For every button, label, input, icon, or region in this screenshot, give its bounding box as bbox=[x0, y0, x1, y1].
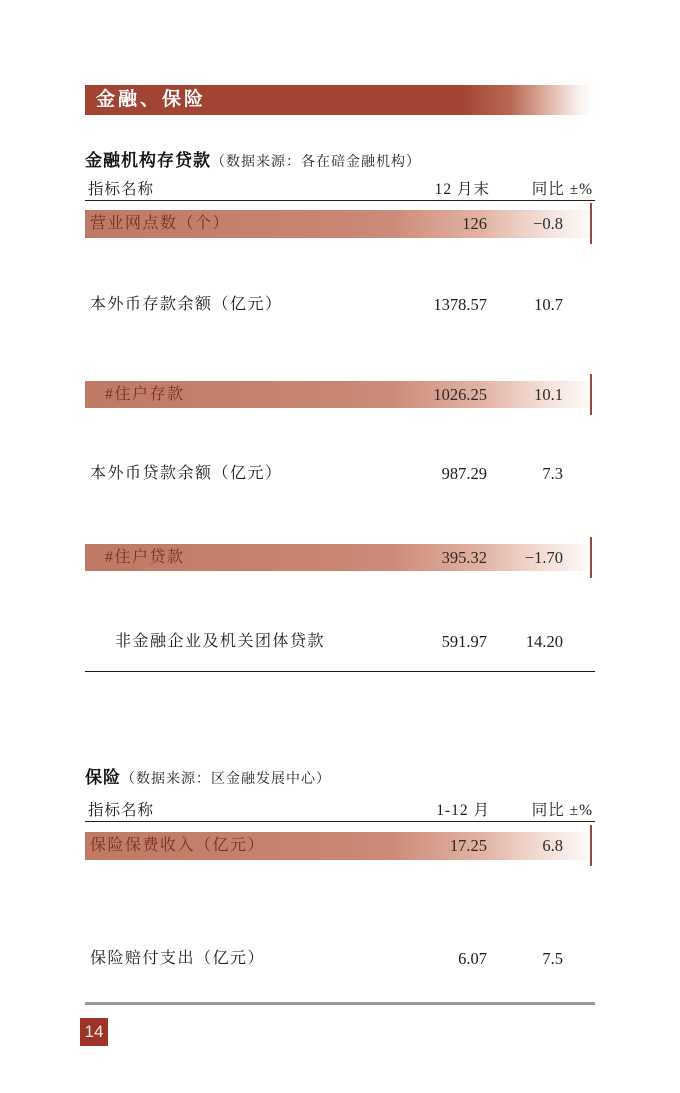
row-period-value: 1378.57 bbox=[433, 295, 487, 314]
row-yoy-value: −0.8 bbox=[533, 214, 563, 233]
row-label: 营业网点数（个） bbox=[90, 215, 231, 232]
page-number: 14 bbox=[84, 1022, 104, 1041]
finance-table-bottom-rule bbox=[85, 671, 595, 672]
column-header-indicator-name: 指标名称 bbox=[88, 802, 155, 819]
finance-table-header-row bbox=[85, 179, 595, 201]
column-header-period: 1-12 月 bbox=[436, 802, 490, 819]
row-period-value: 591.97 bbox=[441, 632, 487, 651]
table-row bbox=[85, 832, 595, 860]
row-period-value: 17.25 bbox=[449, 836, 487, 855]
row-period-value: 395.32 bbox=[441, 548, 487, 567]
table-row bbox=[85, 292, 595, 318]
row-yoy-value: 6.8 bbox=[542, 836, 563, 855]
footer-rule bbox=[85, 1002, 595, 1005]
row-period-value: 6.07 bbox=[458, 949, 487, 968]
table-row bbox=[85, 210, 595, 238]
column-header-period: 12 月末 bbox=[434, 181, 490, 198]
row-label: 保险保费收入（亿元） bbox=[90, 837, 266, 854]
insurance-title: 保险 bbox=[85, 768, 121, 787]
table-row bbox=[85, 381, 595, 408]
section-banner bbox=[85, 85, 593, 115]
row-label: #住户存款 bbox=[105, 386, 185, 403]
table-row bbox=[85, 461, 595, 487]
row-accent-tick bbox=[590, 374, 592, 415]
row-label: 本外币存款余额（亿元） bbox=[90, 296, 283, 313]
column-header-yoy: 同比 ±% bbox=[531, 802, 593, 819]
column-header-indicator-name: 指标名称 bbox=[88, 181, 155, 198]
row-label: 本外币贷款余额（亿元） bbox=[90, 465, 283, 482]
insurance-table-header-row bbox=[85, 800, 595, 822]
row-period-value: 126 bbox=[462, 214, 487, 233]
insurance-section-heading bbox=[85, 763, 331, 788]
row-yoy-value: 10.1 bbox=[534, 385, 563, 404]
row-yoy-value: 14.20 bbox=[525, 632, 563, 651]
row-yoy-value: 10.7 bbox=[534, 295, 563, 314]
column-header-yoy: 同比 ±% bbox=[531, 181, 593, 198]
table-row bbox=[85, 629, 595, 655]
row-yoy-value: 7.5 bbox=[542, 949, 563, 968]
row-label: 非金融企业及机关团体贷款 bbox=[115, 633, 326, 650]
table-row bbox=[85, 946, 595, 972]
row-period-value: 1026.25 bbox=[433, 385, 487, 404]
row-accent-tick bbox=[590, 203, 592, 244]
finance-source-note: （数据来源：各在碚金融机构） bbox=[211, 155, 421, 170]
page-number-badge bbox=[80, 1018, 108, 1046]
table-row bbox=[85, 544, 595, 571]
finance-section-heading bbox=[85, 146, 421, 171]
finance-title: 金融机构存贷款 bbox=[85, 151, 211, 170]
row-period-value: 987.29 bbox=[441, 464, 487, 483]
section-banner-title: 金融、保险 bbox=[96, 89, 207, 110]
row-accent-tick bbox=[590, 537, 592, 578]
row-accent-tick bbox=[590, 825, 592, 866]
row-label: #住户贷款 bbox=[105, 549, 185, 566]
row-yoy-value: −1.70 bbox=[524, 548, 563, 567]
insurance-source-note: （数据来源：区金融发展中心） bbox=[121, 772, 331, 787]
row-yoy-value: 7.3 bbox=[542, 464, 563, 483]
row-label: 保险赔付支出（亿元） bbox=[90, 950, 266, 967]
